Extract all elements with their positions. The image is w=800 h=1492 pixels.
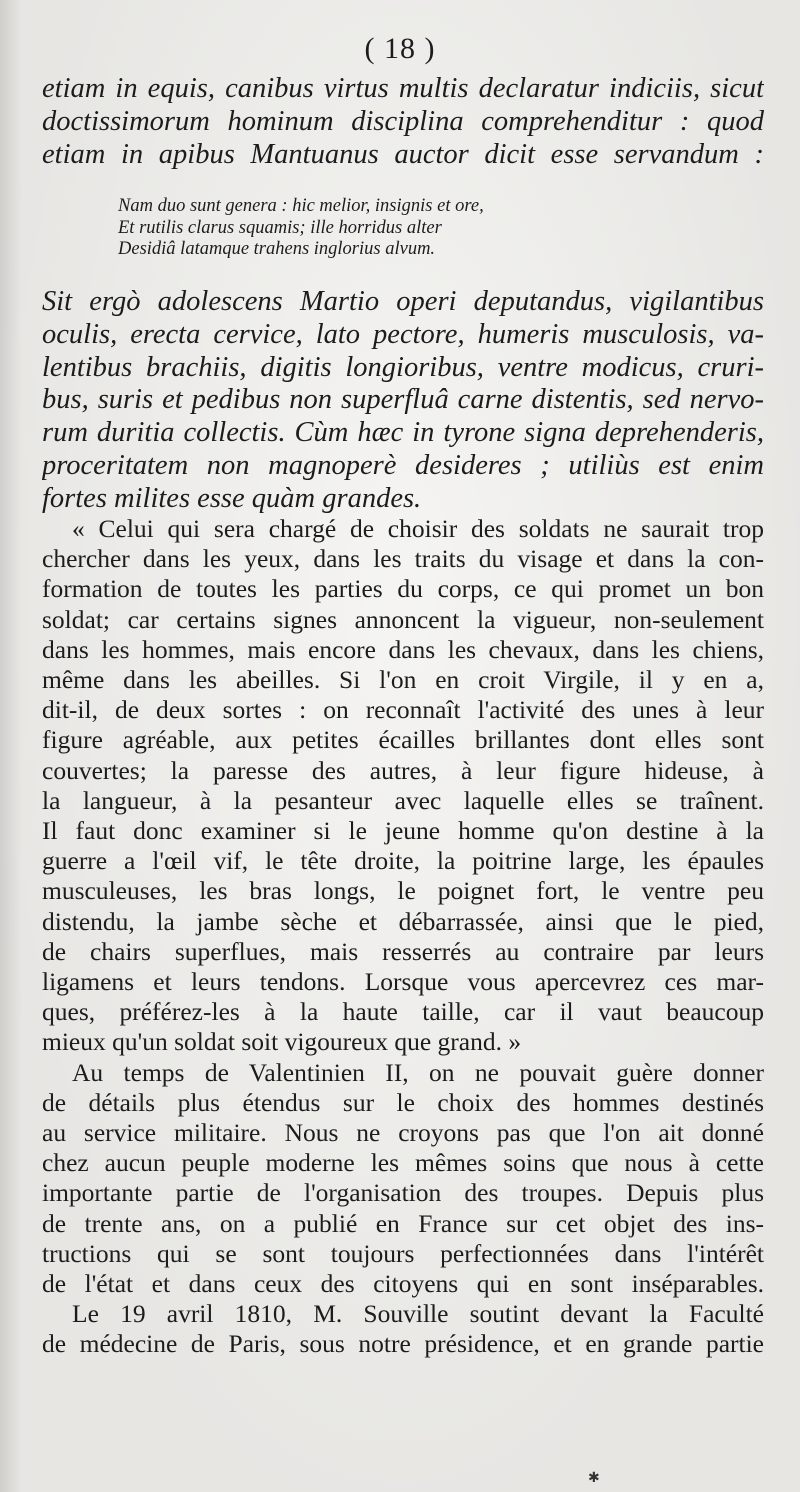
text-line: importante partie de l'organisation des troupes. Depuis plus: [42, 1178, 764, 1208]
text-line: tructions qui se sont toujours perfectionnées dans l'intérêt: [42, 1238, 764, 1268]
intro-paragraph: [42, 72, 764, 171]
text-line: au service militaire. Nous ne croyons pas que l'on ait donné: [42, 1118, 764, 1148]
verse-line: Et rutilis clarus squamis; ille horridus alter: [118, 217, 442, 238]
text-line: dans les hommes, mais encore dans les chevaux, dans les chiens,: [42, 634, 764, 664]
text-line: mieux qu'un soldat soit vigoureux que grand. »: [42, 1027, 522, 1057]
text-line: chez aucun peuple moderne les mêmes soins que nous à cette: [42, 1148, 764, 1178]
ink-speck: ✱: [588, 1471, 600, 1486]
text-line: même dans les abeilles. Si l'on en croit Virgile, il y en a,: [42, 665, 764, 695]
text-line: Sit ergò adolescens Martio operi deputandus, vigilantibus: [42, 286, 764, 317]
latin-paragraph: [42, 286, 764, 516]
text-line: doctissimorum hominum disciplina comprehenditur : quod: [42, 106, 764, 137]
text-line: de chairs superflues, mais resserrés au contraire par leurs: [42, 936, 764, 966]
text-line: Il faut donc examiner si le jeune homme qu'on destine à la: [42, 816, 764, 846]
text-line: ligamens et leurs tendons. Lorsque vous apercevrez ces mar-: [42, 967, 764, 997]
text-line: oculis, erecta cervice, lato pectore, humeris musculosis, va-: [42, 318, 764, 350]
text-line: guerre a l'œil vif, le tête droite, la poitrine large, les épaules: [42, 846, 764, 876]
text-line: figure agréable, aux petites écailles brillantes dont elles sont: [42, 725, 764, 755]
verse-line: Nam duo sunt genera : hic melior, insignis et ore,: [118, 196, 484, 216]
gutter-shadow: [0, 0, 22, 1492]
text-line: proceritatem non magnoperè desideres ; utiliùs est enim: [42, 449, 764, 481]
text-line: dit-il, de deux sortes : on reconnaît l'activité des unes à leur: [42, 695, 764, 725]
text-line: de trente ans, on a publié en France sur cet objet des ins-: [42, 1208, 764, 1238]
text-line: la langueur, à la pesanteur avec laquelle elles se traînent.: [42, 785, 764, 815]
text-line: ques, préférez-les à la haute taille, car il vaut beaucoup: [42, 997, 764, 1027]
text-line: soldat; car certains signes annoncent la vigueur, non-seulement: [42, 604, 764, 634]
french-translation: [42, 514, 764, 1360]
verse-line: Desidiâ latamque trahens inglorius alvum.: [118, 239, 436, 259]
text-line: de médecine de Paris, sous notre présidence, et en grande partie: [42, 1329, 764, 1359]
text-line: rum duritia collectis. Cùm hæc in tyrone signa deprehenderis,: [42, 417, 764, 449]
text-line: musculeuses, les bras longs, le poignet fort, le ventre peu: [42, 876, 764, 906]
text-line: lentibus brachiis, digitis longioribus, ventre modicus, cruri-: [42, 351, 764, 383]
text-line: de détails plus étendus sur le choix des hommes destinés: [42, 1087, 764, 1117]
text-line: fortes milites esse quàm grandes.: [42, 482, 422, 514]
text-line: Le 19 avril 1810, M. Souville soutint devant la Faculté: [72, 1299, 764, 1329]
text-line: couvertes; la paresse des autres, à leur figure hideuse, à: [42, 755, 764, 785]
text-line: Au temps de Valentinien II, on ne pouvait guère donner: [72, 1057, 764, 1087]
text-line: etiam in equis, canibus virtus multis declaratur indiciis, sicut: [42, 73, 764, 104]
text-line: distendu, la jambe sèche et débarrassée, ainsi que le pied,: [42, 906, 764, 936]
text-line: formation de toutes les parties du corps, ce qui promet un bon: [42, 574, 764, 604]
text-line: chercher dans les yeux, dans les traits du visage et dans la con-: [42, 544, 764, 574]
verse-quotation: [118, 196, 638, 261]
page-number: ( 18 ): [364, 32, 436, 65]
text-line: « Celui qui sera chargé de choisir des soldats ne saurait trop: [72, 514, 764, 543]
text-line: de l'état et dans ceux des citoyens qui en sont inséparables.: [42, 1269, 764, 1299]
text-line: bus, suris et pedibus non superfluâ carne distentis, sed nervo-: [42, 384, 764, 416]
text-line: etiam in apibus Mantuanus auctor dicit esse servandum :: [42, 139, 764, 170]
